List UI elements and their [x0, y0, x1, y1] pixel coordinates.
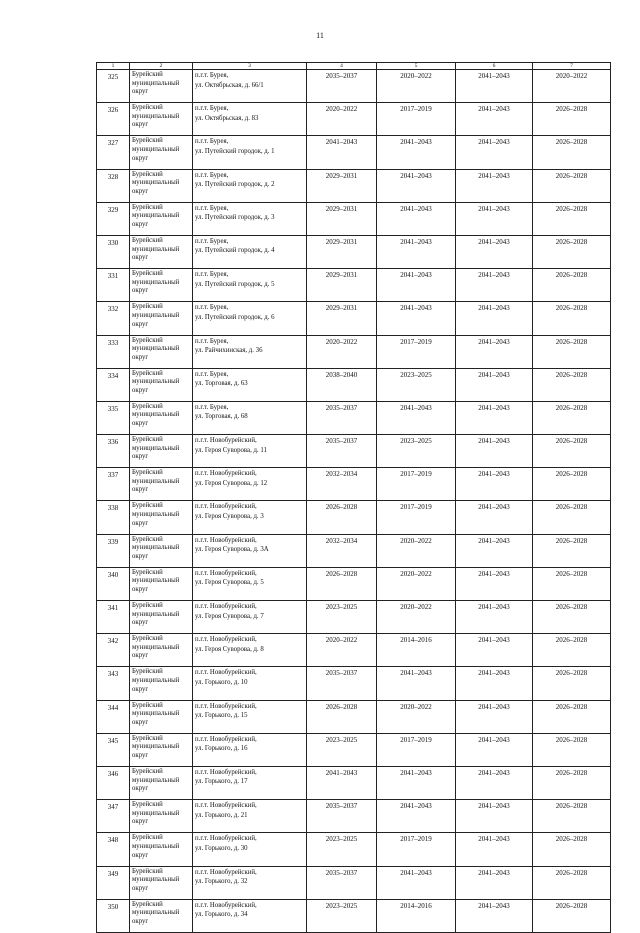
period-col-4: 2029–2031 [307, 302, 377, 335]
row-number: 333 [97, 335, 130, 368]
period-col-5: 2020–2022 [377, 534, 456, 567]
period-col-4: 2035–2037 [307, 667, 377, 700]
address-settlement: п.г.т. Бурея, [195, 171, 229, 179]
period-col-7: 2026–2028 [533, 401, 611, 434]
period-col-6: 2041–2043 [456, 435, 533, 468]
row-number: 347 [97, 800, 130, 833]
table-row [97, 202, 611, 235]
address-settlement: п.г.т. Бурея, [195, 72, 229, 79]
address-cell [193, 667, 307, 700]
period-col-6: 2041–2043 [456, 733, 533, 766]
municipality-cell: Бурейский муниципальный округ [130, 269, 193, 302]
address-street: ул. Путейский городок, д. 1 [195, 147, 275, 155]
address-cell [193, 766, 307, 799]
period-col-4: 2023–2025 [307, 833, 377, 866]
period-col-7: 2026–2028 [533, 800, 611, 833]
address-street: ул. Путейский городок, д. 5 [195, 280, 275, 288]
period-col-5: 2041–2043 [377, 866, 456, 899]
row-number: 348 [97, 833, 130, 866]
table-row [97, 766, 611, 799]
address-street: ул. Горького, д. 17 [195, 778, 248, 786]
period-col-4: 2029–2031 [307, 169, 377, 202]
address-settlement: п.г.т. Новобурейский, [195, 702, 257, 710]
period-col-4: 2032–2034 [307, 534, 377, 567]
address-cell [193, 800, 307, 833]
municipality-cell: Бурейский муниципальный округ [130, 335, 193, 368]
address-street: ул. Торговая, д. 68 [195, 413, 248, 421]
period-col-6: 2041–2043 [456, 634, 533, 667]
address-cell [193, 601, 307, 634]
address-street: ул. Горького, д. 21 [195, 811, 248, 819]
period-col-6: 2041–2043 [456, 899, 533, 932]
address-settlement: п.г.т. Бурея, [195, 204, 229, 212]
address-cell [193, 634, 307, 667]
address-settlement: п.г.т. Новобурейский, [195, 735, 257, 743]
address-street: ул. Героя Суворова, д. 3А [195, 546, 269, 554]
municipality-cell: Бурейский муниципальный округ [130, 136, 193, 169]
column-number: 1 [97, 63, 130, 70]
period-col-7: 2026–2028 [533, 435, 611, 468]
period-col-6: 2041–2043 [456, 766, 533, 799]
address-street: ул. Героя Суворова, д. 11 [195, 446, 267, 454]
address-cell [193, 136, 307, 169]
municipality-cell: Бурейский муниципальный округ [130, 567, 193, 600]
period-col-7: 2026–2028 [533, 202, 611, 235]
address-settlement: п.г.т. Бурея, [195, 105, 229, 113]
period-col-7: 2026–2028 [533, 136, 611, 169]
period-col-7: 2026–2028 [533, 534, 611, 567]
municipality-cell: Бурейский муниципальный округ [130, 534, 193, 567]
period-col-7: 2026–2028 [533, 368, 611, 401]
column-number: 2 [130, 63, 193, 70]
address-street: ул. Путейский городок, д. 4 [195, 247, 275, 255]
period-col-4: 2023–2025 [307, 899, 377, 932]
row-number: 341 [97, 601, 130, 634]
period-col-5: 2023–2025 [377, 435, 456, 468]
table-body [97, 70, 611, 933]
period-col-4: 2029–2031 [307, 235, 377, 268]
row-number: 340 [97, 567, 130, 600]
row-number: 346 [97, 766, 130, 799]
municipality-cell: Бурейский муниципальный округ [130, 202, 193, 235]
address-cell [193, 202, 307, 235]
municipality-cell: Бурейский муниципальный округ [130, 634, 193, 667]
address-cell [193, 733, 307, 766]
address-street: ул. Горького, д. 16 [195, 745, 248, 753]
table-row [97, 800, 611, 833]
address-cell [193, 401, 307, 434]
table-row [97, 667, 611, 700]
address-cell [193, 103, 307, 136]
row-number: 350 [97, 899, 130, 932]
address-settlement: п.г.т. Новобурейский, [195, 603, 257, 610]
address-settlement: п.г.т. Бурея, [195, 304, 229, 312]
period-col-4: 2020–2022 [307, 335, 377, 368]
column-number-row [97, 63, 611, 70]
period-col-4: 2029–2031 [307, 269, 377, 302]
period-col-5: 2023–2025 [377, 368, 456, 401]
period-col-6: 2041–2043 [456, 136, 533, 169]
schedule-table-wrapper [96, 62, 610, 933]
period-col-4: 2029–2031 [307, 202, 377, 235]
row-number: 339 [97, 534, 130, 567]
address-cell [193, 435, 307, 468]
period-col-7: 2026–2028 [533, 302, 611, 335]
address-settlement: п.г.т. Новобурейский, [195, 503, 257, 511]
period-col-7: 2026–2028 [533, 103, 611, 136]
address-settlement: п.г.т. Новобурейский, [195, 835, 257, 843]
address-settlement: п.г.т. Новобурейский, [195, 536, 257, 544]
period-col-7: 2026–2028 [533, 634, 611, 667]
municipality-cell: Бурейский муниципальный округ [130, 103, 193, 136]
address-settlement: п.г.т. Новобурейский, [195, 868, 257, 876]
address-settlement: п.г.т. Бурея, [195, 271, 229, 279]
period-col-4: 2035–2037 [307, 800, 377, 833]
table-row [97, 136, 611, 169]
municipality-cell: Бурейский муниципальный округ [130, 766, 193, 799]
row-number: 336 [97, 435, 130, 468]
period-col-4: 2035–2037 [307, 70, 377, 103]
period-col-4: 2020–2022 [307, 634, 377, 667]
table-row [97, 468, 611, 501]
period-col-5: 2020–2022 [377, 567, 456, 600]
period-col-6: 2041–2043 [456, 401, 533, 434]
period-col-5: 2017–2019 [377, 335, 456, 368]
period-col-6: 2041–2043 [456, 269, 533, 302]
address-street: ул. Райчихинская, д. 36 [195, 347, 263, 354]
municipality-cell: Бурейский муниципальный округ [130, 700, 193, 733]
period-col-7: 2026–2028 [533, 733, 611, 766]
address-street: ул. Горького, д. 34 [195, 911, 248, 919]
address-settlement: п.г.т. Бурея, [195, 337, 229, 345]
period-col-4: 2041–2043 [307, 766, 377, 799]
period-col-7: 2026–2028 [533, 700, 611, 733]
address-cell [193, 269, 307, 302]
period-col-6: 2041–2043 [456, 302, 533, 335]
address-settlement: п.г.т. Новобурейский, [195, 901, 257, 909]
column-number: 4 [307, 63, 377, 70]
period-col-4: 2035–2037 [307, 435, 377, 468]
period-col-6: 2041–2043 [456, 103, 533, 136]
period-col-4: 2023–2025 [307, 601, 377, 634]
row-number: 329 [97, 202, 130, 235]
period-col-7: 2026–2028 [533, 269, 611, 302]
period-col-6: 2041–2043 [456, 601, 533, 634]
address-cell [193, 866, 307, 899]
row-number: 335 [97, 401, 130, 434]
period-col-7: 2026–2028 [533, 468, 611, 501]
period-col-5: 2014–2016 [377, 634, 456, 667]
municipality-cell: Бурейский муниципальный округ [130, 368, 193, 401]
address-settlement: п.г.т. Новобурейский, [195, 636, 257, 644]
table-row [97, 235, 611, 268]
municipality-cell: Бурейский муниципальный округ [130, 235, 193, 268]
address-settlement: п.г.т. Бурея, [195, 403, 229, 411]
table-row [97, 401, 611, 434]
period-col-5: 2041–2043 [377, 401, 456, 434]
period-col-6: 2041–2043 [456, 667, 533, 700]
row-number: 331 [97, 269, 130, 302]
period-col-5: 2020–2022 [377, 700, 456, 733]
address-cell [193, 70, 307, 103]
column-number: 6 [456, 63, 533, 70]
address-settlement: п.г.т. Бурея, [195, 370, 229, 378]
address-settlement: п.г.т. Новобурейский, [195, 437, 257, 445]
period-col-4: 2026–2028 [307, 567, 377, 600]
table-row [97, 899, 611, 932]
period-col-5: 2041–2043 [377, 235, 456, 268]
row-number: 338 [97, 501, 130, 534]
row-number: 343 [97, 667, 130, 700]
period-col-6: 2041–2043 [456, 169, 533, 202]
address-street: ул. Горького, д. 10 [195, 678, 248, 686]
period-col-6: 2041–2043 [456, 534, 533, 567]
address-street: ул. Торговая, д. 63 [195, 380, 248, 388]
row-number: 345 [97, 733, 130, 766]
municipality-cell: Бурейский муниципальный округ [130, 401, 193, 434]
period-col-5: 2041–2043 [377, 136, 456, 169]
municipality-cell: Бурейский муниципальный округ [130, 833, 193, 866]
period-col-4: 2020–2022 [307, 103, 377, 136]
page-number: 11 [316, 31, 324, 40]
address-settlement: п.г.т. Новобурейский, [195, 802, 257, 810]
table-row [97, 368, 611, 401]
address-cell [193, 567, 307, 600]
period-col-6: 2041–2043 [456, 700, 533, 733]
address-cell [193, 368, 307, 401]
address-settlement: п.г.т. Бурея, [195, 138, 229, 146]
period-col-5: 2017–2019 [377, 501, 456, 534]
row-number: 330 [97, 235, 130, 268]
period-col-6: 2041–2043 [456, 833, 533, 866]
row-number: 325 [97, 70, 130, 103]
address-street: ул. Путейский городок, д. 6 [195, 313, 275, 321]
address-street: ул. Горького, д. 15 [195, 712, 248, 720]
municipality-cell: Бурейский муниципальный округ [130, 501, 193, 534]
table-row [97, 733, 611, 766]
row-number: 342 [97, 634, 130, 667]
municipality-cell: Бурейский муниципальный округ [130, 302, 193, 335]
period-col-5: 2041–2043 [377, 169, 456, 202]
period-col-7: 2026–2028 [533, 169, 611, 202]
address-settlement: п.г.т. Новобурейский, [195, 470, 257, 478]
address-cell [193, 700, 307, 733]
period-col-6: 2041–2043 [456, 468, 533, 501]
municipality-cell: Бурейский муниципальный округ [130, 169, 193, 202]
period-col-7: 2026–2028 [533, 667, 611, 700]
address-street: ул. Октябрьская, д. 66/1 [195, 81, 264, 89]
table-row [97, 567, 611, 600]
period-col-4: 2026–2028 [307, 501, 377, 534]
period-col-5: 2017–2019 [377, 103, 456, 136]
period-col-6: 2041–2043 [456, 866, 533, 899]
address-street: ул. Горького, д. 32 [195, 878, 248, 885]
municipality-cell: Бурейский муниципальный округ [130, 667, 193, 700]
table-row [97, 700, 611, 733]
address-cell [193, 534, 307, 567]
address-cell [193, 833, 307, 866]
address-street: ул. Героя Суворова, д. 12 [195, 479, 268, 487]
table-row [97, 169, 611, 202]
period-col-4: 2038–2040 [307, 368, 377, 401]
address-street: ул. Октябрьская, д. 83 [195, 114, 259, 122]
period-col-5: 2041–2043 [377, 766, 456, 799]
schedule-table [96, 62, 611, 933]
table-row [97, 634, 611, 667]
municipality-cell: Бурейский муниципальный округ [130, 733, 193, 766]
period-col-5: 2020–2022 [377, 70, 456, 103]
table-row [97, 601, 611, 634]
period-col-4: 2023–2025 [307, 733, 377, 766]
period-col-7: 2020–2022 [533, 70, 611, 103]
address-cell [193, 302, 307, 335]
table-row [97, 103, 611, 136]
period-col-7: 2026–2028 [533, 567, 611, 600]
address-cell [193, 899, 307, 932]
table-row [97, 534, 611, 567]
period-col-7: 2026–2028 [533, 866, 611, 899]
row-number: 327 [97, 136, 130, 169]
period-col-6: 2041–2043 [456, 501, 533, 534]
address-street: ул. Героя Суворова, д. 7 [195, 612, 264, 620]
address-cell [193, 335, 307, 368]
row-number: 344 [97, 700, 130, 733]
address-cell [193, 169, 307, 202]
row-number: 349 [97, 866, 130, 899]
address-cell [193, 235, 307, 268]
period-col-5: 2014–2016 [377, 899, 456, 932]
period-col-5: 2041–2043 [377, 269, 456, 302]
column-number: 7 [533, 63, 611, 70]
period-col-4: 2026–2028 [307, 700, 377, 733]
period-col-7: 2026–2028 [533, 601, 611, 634]
row-number: 328 [97, 169, 130, 202]
period-col-5: 2041–2043 [377, 302, 456, 335]
period-col-4: 2035–2037 [307, 401, 377, 434]
period-col-5: 2041–2043 [377, 202, 456, 235]
address-cell [193, 501, 307, 534]
municipality-cell: Бурейский муниципальный округ [130, 468, 193, 501]
period-col-4: 2035–2037 [307, 866, 377, 899]
row-number: 337 [97, 468, 130, 501]
period-col-4: 2032–2034 [307, 468, 377, 501]
period-col-4: 2041–2043 [307, 136, 377, 169]
address-cell [193, 468, 307, 501]
period-col-7: 2026–2028 [533, 766, 611, 799]
period-col-6: 2041–2043 [456, 235, 533, 268]
period-col-6: 2041–2043 [456, 800, 533, 833]
table-row [97, 302, 611, 335]
period-col-6: 2041–2043 [456, 70, 533, 103]
address-street: ул. Путейский городок, д. 3 [195, 214, 275, 222]
period-col-7: 2026–2028 [533, 335, 611, 368]
period-col-5: 2017–2019 [377, 833, 456, 866]
address-settlement: п.г.т. Новобурейский, [195, 669, 257, 677]
municipality-cell: Бурейский муниципальный округ [130, 800, 193, 833]
period-col-5: 2020–2022 [377, 601, 456, 634]
table-row [97, 833, 611, 866]
period-col-6: 2041–2043 [456, 335, 533, 368]
row-number: 332 [97, 302, 130, 335]
address-street: ул. Героя Суворова, д. 3 [195, 512, 264, 520]
municipality-cell: Бурейский муниципальный округ [130, 70, 193, 103]
municipality-cell: Бурейский муниципальный округ [130, 435, 193, 468]
period-col-7: 2026–2028 [533, 235, 611, 268]
period-col-7: 2026–2028 [533, 899, 611, 932]
address-settlement: п.г.т. Новобурейский, [195, 768, 257, 776]
address-street: ул. Горького, д. 30 [195, 844, 248, 852]
table-row [97, 435, 611, 468]
column-number: 5 [377, 63, 456, 70]
period-col-5: 2017–2019 [377, 733, 456, 766]
address-street: ул. Героя Суворова, д. 8 [195, 645, 264, 653]
table-row [97, 70, 611, 103]
period-col-7: 2026–2028 [533, 833, 611, 866]
table-row [97, 335, 611, 368]
period-col-5: 2041–2043 [377, 667, 456, 700]
table-row [97, 501, 611, 534]
address-settlement: п.г.т. Новобурейский, [195, 569, 257, 577]
row-number: 326 [97, 103, 130, 136]
period-col-6: 2041–2043 [456, 368, 533, 401]
municipality-cell: Бурейский муниципальный округ [130, 899, 193, 932]
address-street: ул. Путейский городок, д. 2 [195, 181, 275, 189]
column-number: 3 [193, 63, 307, 70]
municipality-cell: Бурейский муниципальный округ [130, 601, 193, 634]
period-col-6: 2041–2043 [456, 567, 533, 600]
table-row [97, 269, 611, 302]
period-col-5: 2041–2043 [377, 800, 456, 833]
period-col-5: 2017–2019 [377, 468, 456, 501]
address-settlement: п.г.т. Бурея, [195, 237, 229, 245]
period-col-7: 2026–2028 [533, 501, 611, 534]
period-col-6: 2041–2043 [456, 202, 533, 235]
address-street: ул. Героя Суворова, д. 5 [195, 579, 264, 587]
table-row [97, 866, 611, 899]
municipality-cell: Бурейский муниципальный округ [130, 866, 193, 899]
row-number: 334 [97, 368, 130, 401]
